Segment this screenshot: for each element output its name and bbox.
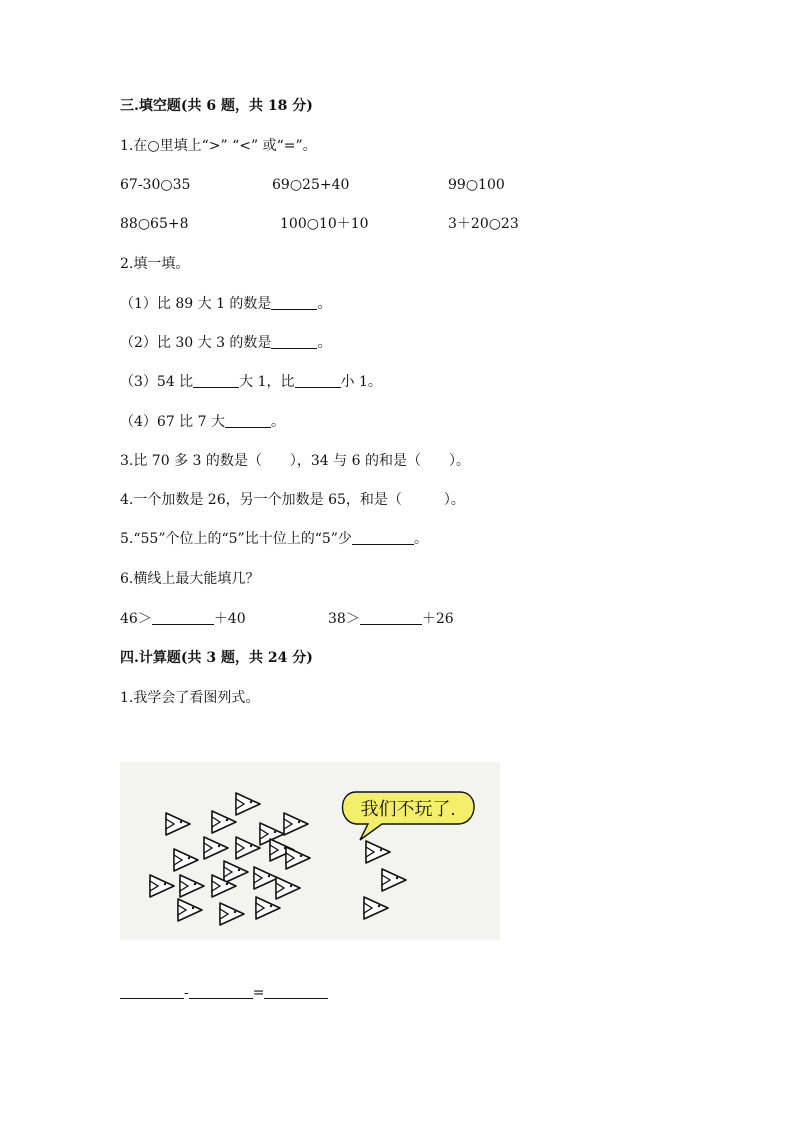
fish-drawing [120, 762, 500, 940]
s4-q1-prompt: 1.我学会了看图列式。 [120, 690, 260, 706]
q2-item3-end: 小 1。 [340, 374, 382, 390]
q6-right [328, 610, 454, 628]
q1-prompt: 1.在○里填上“>” “<” 或“=”。 [120, 138, 317, 154]
q2-item4 [120, 413, 285, 431]
q2-item4-end: 。 [270, 414, 285, 430]
answer-blank[interactable] [189, 984, 253, 999]
fish-illustration [120, 762, 500, 940]
q2-item3 [120, 373, 382, 391]
fish-school-left [150, 793, 310, 925]
q2-item1 [120, 295, 331, 313]
answer-blank[interactable] [152, 610, 214, 625]
answer-blank[interactable] [264, 984, 328, 999]
q6-prompt: 6.横线上最大能填几？ [120, 571, 260, 587]
q1-row2-item1: 88○65+8 [120, 216, 189, 232]
q6-left [120, 610, 246, 628]
answer-formula [120, 984, 328, 1002]
answer-blank[interactable] [120, 984, 184, 999]
speech-bubble [343, 792, 475, 840]
q6-left-a: 46＞ [120, 611, 152, 627]
section4-heading: 四.计算题(共 3 题，共 24 分) [120, 650, 313, 666]
q5 [120, 530, 428, 548]
q1-row2-item2: 100○10＋10 [280, 216, 369, 232]
q2-item3-mid: 大 1，比 [239, 374, 295, 390]
fish-leaving [364, 841, 406, 919]
q2-item1-end: 。 [317, 296, 332, 312]
answer-blank[interactable] [193, 373, 239, 388]
section3-heading: 三.填空题(共 6 题，共 18 分) [120, 98, 313, 114]
q1-row1-item2: 69○25+40 [272, 177, 350, 193]
answer-blank[interactable] [295, 373, 341, 388]
q6-right-a: 38＞ [328, 611, 360, 627]
q1-row1-item1: 67-30○35 [120, 177, 191, 193]
q6-left-b: ＋40 [213, 611, 246, 627]
q5-text: 5.“55”个位上的“5”比十位上的“5”少 [120, 531, 352, 547]
answer-blank[interactable] [225, 413, 271, 428]
equals-sign: = [252, 985, 265, 1001]
q5-end: 。 [413, 531, 428, 547]
q4: 4.一个加数是 26，另一个加数是 65，和是（ ）。 [120, 492, 465, 508]
minus-sign: - [184, 985, 189, 1001]
q6-right-b: ＋26 [421, 611, 454, 627]
q1-row2-item3: 3＋20○23 [448, 216, 519, 232]
q2-item2-text: （2）比 30 大 3 的数是 [120, 335, 272, 351]
answer-blank[interactable] [360, 610, 422, 625]
q2-item4-text: （4）67 比 7 大 [120, 414, 225, 430]
speech-bubble-text: 我们不玩了. [360, 799, 456, 819]
q2-item2 [120, 334, 331, 352]
q2-item3-text: （3）54 比 [120, 374, 194, 390]
answer-blank[interactable] [352, 530, 414, 545]
q3: 3.比 70 多 3 的数是（ ），34 与 6 的和是（ ）。 [120, 453, 470, 469]
answer-blank[interactable] [271, 295, 317, 310]
q2-item2-end: 。 [317, 335, 332, 351]
q2-item1-text: （1）比 89 大 1 的数是 [120, 296, 272, 312]
q1-row1-item3: 99○100 [448, 177, 505, 193]
q2-prompt: 2.填一填。 [120, 256, 190, 272]
answer-blank[interactable] [271, 334, 317, 349]
